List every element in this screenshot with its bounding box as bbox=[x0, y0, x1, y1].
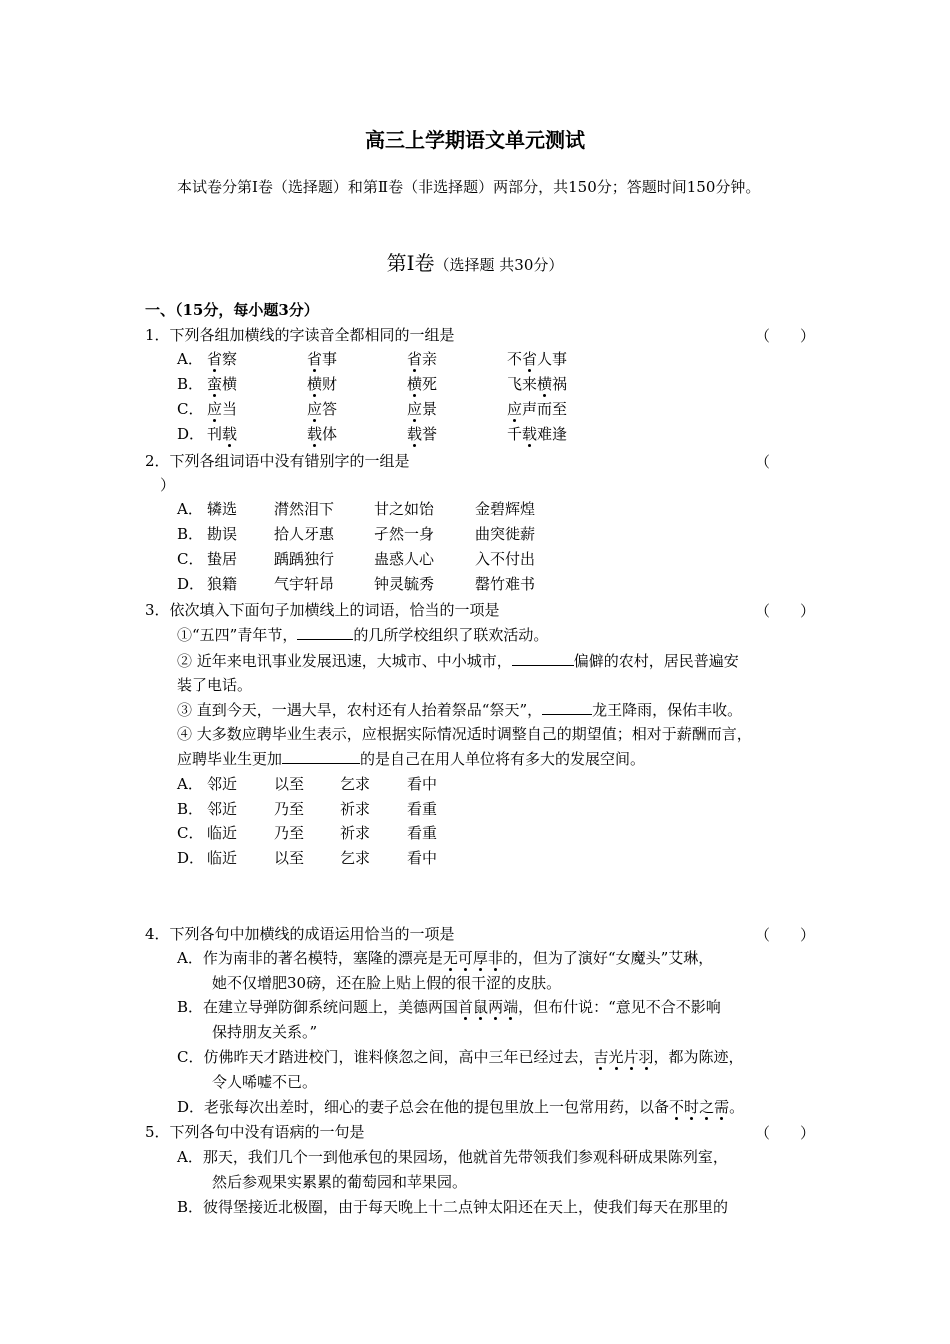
volume-title: 第Ⅰ卷 bbox=[386, 251, 435, 275]
option-word: 乃至 bbox=[274, 824, 305, 842]
question-4-option-c-cont: 令人唏嘘不已。 bbox=[212, 1073, 318, 1091]
option-word: 乞求 bbox=[340, 849, 371, 867]
option-word: 拾人牙惠 bbox=[274, 525, 335, 543]
option-text: B．在建立导弹防御系统问题上，美德两国 bbox=[177, 998, 459, 1016]
option-label: D． bbox=[177, 849, 205, 867]
word-part: 事 bbox=[322, 350, 338, 368]
sentence-text: 龙王降雨，保佑丰收。 bbox=[592, 701, 743, 719]
word-part: 刊 bbox=[207, 425, 223, 443]
question-4-option-a-cont: 她不仅增肥30磅，还在脸上贴上假的很干涩的皮肤。 bbox=[212, 974, 562, 992]
question-3-sentence-4-cont bbox=[177, 749, 645, 769]
marked-character: 载 bbox=[407, 425, 423, 443]
word-part: 誉 bbox=[422, 425, 438, 443]
question-3-sentence-3 bbox=[177, 700, 742, 720]
marked-character: 吉 bbox=[593, 1048, 609, 1066]
word-part: 祸 bbox=[552, 375, 568, 393]
sentence-text: ①“五四”青年节， bbox=[177, 626, 298, 644]
question-5-option-a-cont: 然后参观果实累累的葡萄园和苹果园。 bbox=[212, 1173, 468, 1191]
question-4-option-d bbox=[177, 1097, 744, 1117]
option-word: 乞求 bbox=[340, 775, 371, 793]
option-label: A． bbox=[177, 500, 203, 518]
volume-subtitle: （选择题 共30分） bbox=[434, 256, 564, 274]
marked-character: 羽 bbox=[638, 1048, 654, 1066]
option-word: 祈求 bbox=[340, 824, 371, 842]
question-4-stem: 4．下列各句中加横线的成语运用恰当的一项是 bbox=[145, 925, 455, 943]
question-5-option-a: A．那天，我们几个一到他承包的果园场，他就首先带领我们参观科研成果陈列室， bbox=[177, 1148, 728, 1166]
marked-idiom bbox=[443, 949, 503, 967]
option-word: 看中 bbox=[407, 849, 438, 867]
question-4-option-b-cont: 保持朋友关系。” bbox=[212, 1023, 318, 1041]
marked-character: 片 bbox=[623, 1048, 639, 1066]
option-word: 邻近 bbox=[207, 775, 238, 793]
option-text: A．作为南非的著名模特，塞隆的漂亮是 bbox=[177, 949, 443, 967]
marked-idiom bbox=[669, 1098, 729, 1116]
option-word bbox=[407, 399, 437, 419]
word-part: 不 bbox=[507, 350, 523, 368]
sentence-text: ② 近年来电讯事业发展迅速，大城市、中小城市， bbox=[177, 652, 512, 670]
marked-character: 省 bbox=[522, 350, 538, 368]
question-3-sentence-2 bbox=[177, 651, 739, 671]
option-word bbox=[207, 424, 237, 444]
option-word: 蛊惑人心 bbox=[374, 550, 435, 568]
word-part: 难逢 bbox=[537, 425, 568, 443]
answer-paren: （ ） bbox=[755, 1124, 816, 1142]
section-heading: 一、（15分，每小题3分） bbox=[145, 301, 319, 319]
marked-character: 蛮 bbox=[207, 375, 223, 393]
page-title: 高三上学期语文单元测试 bbox=[365, 128, 585, 152]
answer-paren-close: ） bbox=[160, 476, 176, 494]
option-word: 钟灵毓秀 bbox=[374, 575, 435, 593]
sentence-text: 的几所学校组织了联欢活动。 bbox=[353, 626, 549, 644]
option-word bbox=[507, 374, 567, 394]
question-2-stem: 2．下列各组词语中没有错别字的一组是 bbox=[145, 452, 410, 470]
option-word bbox=[407, 374, 437, 394]
word-part: 横 bbox=[222, 375, 238, 393]
answer-paren: （ ） bbox=[755, 926, 816, 944]
option-word: 看重 bbox=[407, 800, 438, 818]
option-word bbox=[507, 424, 567, 444]
option-word bbox=[407, 349, 437, 369]
marked-character: 非 bbox=[487, 949, 503, 967]
option-word: 看中 bbox=[407, 775, 438, 793]
marked-character: 省 bbox=[407, 350, 423, 368]
option-word: 甘之如饴 bbox=[374, 500, 435, 518]
marked-character: 不 bbox=[669, 1098, 685, 1116]
option-label: A． bbox=[177, 775, 203, 793]
marked-character: 光 bbox=[608, 1048, 624, 1066]
option-word: 蛰居 bbox=[207, 550, 238, 568]
marked-character: 鼠 bbox=[473, 998, 489, 1016]
sentence-text: 偏僻的农村，居民普遍安 bbox=[573, 652, 739, 670]
marked-character: 省 bbox=[207, 350, 223, 368]
marked-character: 应 bbox=[307, 400, 323, 418]
marked-character: 可 bbox=[457, 949, 473, 967]
option-label: A． bbox=[177, 350, 203, 368]
sentence-text: 应聘毕业生更加 bbox=[177, 750, 283, 768]
word-part: 景 bbox=[422, 400, 438, 418]
option-label: B． bbox=[177, 375, 204, 393]
word-part: 体 bbox=[322, 425, 338, 443]
fill-blank bbox=[542, 700, 592, 715]
fill-blank bbox=[512, 651, 574, 666]
marked-character: 横 bbox=[407, 375, 423, 393]
option-word: 临近 bbox=[207, 824, 238, 842]
fill-blank bbox=[282, 749, 360, 764]
marked-character: 两 bbox=[488, 998, 504, 1016]
word-part: 亲 bbox=[422, 350, 438, 368]
option-label: B． bbox=[177, 800, 204, 818]
option-word: 曲突徙薪 bbox=[475, 525, 536, 543]
option-word: 勘误 bbox=[207, 525, 238, 543]
word-part: 声而至 bbox=[522, 400, 568, 418]
word-part: 飞来 bbox=[507, 375, 538, 393]
option-word: 孑然一身 bbox=[374, 525, 435, 543]
option-label: B． bbox=[177, 525, 204, 543]
marked-character: 无 bbox=[442, 949, 458, 967]
marked-character: 载 bbox=[307, 425, 323, 443]
option-word bbox=[307, 399, 337, 419]
marked-character: 省 bbox=[307, 350, 323, 368]
option-word: 气宇轩昂 bbox=[274, 575, 335, 593]
option-word: 临近 bbox=[207, 849, 238, 867]
option-word: 以至 bbox=[274, 849, 305, 867]
option-label: C． bbox=[177, 824, 204, 842]
question-4-option-c bbox=[177, 1047, 744, 1067]
sentence-text: 的是自己在用人单位将有多大的发展空间。 bbox=[360, 750, 646, 768]
fill-blank bbox=[297, 625, 353, 640]
option-text: ，但布什说：“意见不合不影响 bbox=[518, 998, 721, 1016]
option-text: C．仿佛昨天才踏进校门，谁料倏忽之间，高中三年已经过去， bbox=[177, 1048, 594, 1066]
option-word: 踽踽独行 bbox=[274, 550, 335, 568]
question-1-stem: 1．下列各组加横线的字读音全都相同的一组是 bbox=[145, 326, 455, 344]
option-word bbox=[507, 349, 567, 369]
marked-idiom bbox=[458, 998, 518, 1016]
answer-paren: （ ） bbox=[755, 602, 816, 620]
option-text: 。 bbox=[729, 1098, 745, 1116]
sentence-text: ③ 直到今天，一遇大旱，农村还有人抬着祭品“祭天”， bbox=[177, 701, 543, 719]
option-word: 邻近 bbox=[207, 800, 238, 818]
option-word: 金碧辉煌 bbox=[475, 500, 536, 518]
word-part: 答 bbox=[322, 400, 338, 418]
option-word bbox=[207, 349, 237, 369]
option-word bbox=[307, 349, 337, 369]
question-5-option-b: B．彼得堡接近北极圈，由于每天晚上十二点钟太阳还在天上，使我们每天在那里的 bbox=[177, 1198, 729, 1216]
word-part: 察 bbox=[222, 350, 238, 368]
option-word bbox=[307, 424, 337, 444]
question-4-option-b bbox=[177, 997, 721, 1017]
option-word bbox=[507, 399, 567, 419]
marked-character: 横 bbox=[537, 375, 553, 393]
word-part: 千 bbox=[507, 425, 523, 443]
marked-idiom bbox=[593, 1048, 653, 1066]
marked-character: 载 bbox=[222, 425, 238, 443]
option-word: 乃至 bbox=[274, 800, 305, 818]
option-word: 辚选 bbox=[207, 500, 238, 518]
question-4-option-a bbox=[177, 948, 713, 968]
marked-character: 应 bbox=[407, 400, 423, 418]
option-label: D． bbox=[177, 425, 205, 443]
question-3-sentence-4: ④ 大多数应聘毕业生表示，应根据实际情况适时调整自己的期望值；相对于薪酬而言， bbox=[177, 725, 752, 743]
option-word: 罄竹难书 bbox=[475, 575, 536, 593]
volume-heading bbox=[0, 247, 950, 276]
marked-character: 横 bbox=[307, 375, 323, 393]
word-part: 当 bbox=[222, 400, 238, 418]
option-word bbox=[307, 374, 337, 394]
marked-character: 厚 bbox=[472, 949, 488, 967]
option-word: 潸然泪下 bbox=[274, 500, 335, 518]
exam-intro: 本试卷分第Ⅰ卷（选择题）和第Ⅱ卷（非选择题）两部分，共150分；答题时间150分钟。 bbox=[177, 178, 761, 196]
marked-character: 载 bbox=[522, 425, 538, 443]
option-word bbox=[207, 374, 237, 394]
option-label: C． bbox=[177, 550, 204, 568]
answer-paren-open: （ bbox=[755, 453, 771, 471]
word-part: 死 bbox=[422, 375, 438, 393]
marked-character: 应 bbox=[207, 400, 223, 418]
option-text: 的，但为了演好“女魔头”艾琳， bbox=[502, 949, 714, 967]
marked-character: 需 bbox=[714, 1098, 730, 1116]
option-text: D．老张每次出差时，细心的妻子总会在他的提包里放上一包常用药，以备 bbox=[177, 1098, 670, 1116]
option-word: 祈求 bbox=[340, 800, 371, 818]
option-word: 以至 bbox=[274, 775, 305, 793]
marked-character: 时 bbox=[684, 1098, 700, 1116]
marked-character: 之 bbox=[699, 1098, 715, 1116]
option-word: 狼籍 bbox=[207, 575, 238, 593]
question-5-stem: 5．下列各句中没有语病的一句是 bbox=[145, 1123, 365, 1141]
marked-character: 首 bbox=[458, 998, 474, 1016]
option-word bbox=[407, 424, 437, 444]
option-label: C． bbox=[177, 400, 204, 418]
option-word bbox=[207, 399, 237, 419]
option-text: ，都为陈迹， bbox=[653, 1048, 744, 1066]
option-label: D． bbox=[177, 575, 205, 593]
option-word: 入不付出 bbox=[475, 550, 536, 568]
answer-paren: （ ） bbox=[755, 327, 816, 345]
marked-character: 应 bbox=[507, 400, 523, 418]
word-part: 财 bbox=[322, 375, 338, 393]
word-part: 人事 bbox=[537, 350, 568, 368]
marked-character: 端 bbox=[503, 998, 519, 1016]
question-3-sentence-2-cont: 装了电话。 bbox=[177, 676, 253, 694]
option-word: 看重 bbox=[407, 824, 438, 842]
question-3-sentence-1 bbox=[177, 625, 548, 645]
question-3-stem: 3．依次填入下面句子加横线上的词语，恰当的一项是 bbox=[145, 601, 500, 619]
